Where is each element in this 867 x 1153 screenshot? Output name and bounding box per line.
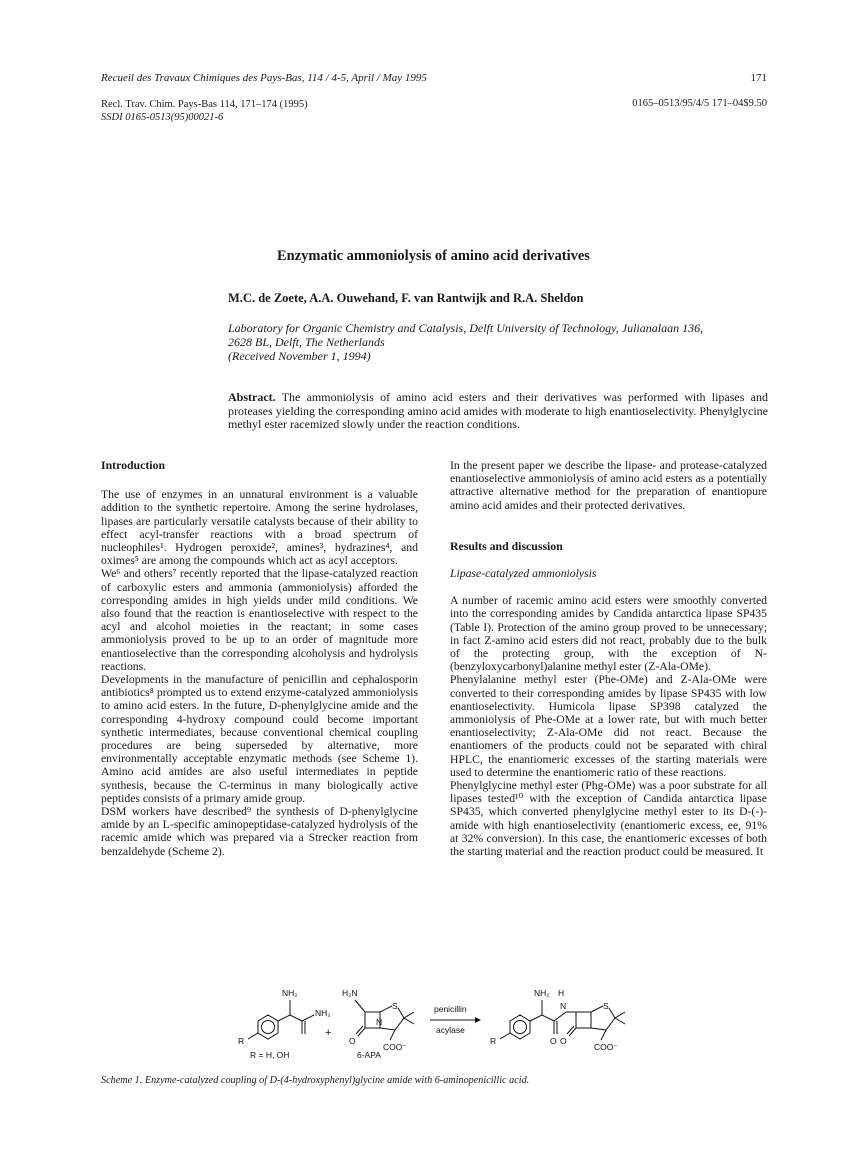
results-paragraph-1: A number of racemic amino acid esters were smoothly converted into the corresponding amides by Candida antarctica lipase SP435 (Table I). Protection of the amino group proved to be unnecessary; in fact Z-amino acid esters did not react, probably due to the bulk of the protecting group, with the exception of N-(benzyloxycarbonyl)alanine methyl ester (Z-Ala-OMe). <box>450 594 767 674</box>
left-column <box>101 459 418 858</box>
journal-title: Recueil des Travaux Chimiques des Pays-Bas, 114 / 4-5, April / May 1995 <box>101 72 427 84</box>
scheme-arrow-label-bottom: acylase <box>436 1025 465 1035</box>
right-column <box>450 459 767 858</box>
running-header <box>101 72 767 84</box>
intro-paragraph-3: Developments in the manufacture of penicillin and cephalosporin antibiotics⁸ prompted us to extend enzyme-catalyzed ammoniolysis to amino acid esters. In the future, D-phenylglycine amide and the corresponding 4-hydroxy compound could become important synthetic intermediates, because conventional chemical coupling procedures are being superseded by alternative, more environmentally acceptable enzymatic methods (see Scheme 1). Amino acid amides are also useful intermediates in peptide synthesis, because the C-terminus in many biologically active peptides consists of a primary amide group. <box>101 673 418 805</box>
affiliation-line-2: 2628 BL, Delft, The Netherlands <box>228 335 385 349</box>
6-apa-structure <box>355 1000 414 1040</box>
citation-block <box>101 98 308 124</box>
scheme-h-label-c: H <box>558 988 565 998</box>
scheme-o-label-a: O <box>349 1036 356 1046</box>
abstract-text: The ammoniolysis of amino acid esters and their derivatives was performed with lipases and proteases yielding the corresponding amino acid amides with moderate to high enantioselectivity. Phenylglycine methyl ester racemized slowly under the reaction conditions. <box>228 390 768 432</box>
scheme-nh2-label-c: NH₂ <box>534 988 550 998</box>
scheme-coo-label-c: COO⁻ <box>594 1042 618 1052</box>
subsection-heading-lipase: Lipase-catalyzed ammoniolysis <box>450 567 597 581</box>
scheme-h2n-label: H₂N <box>342 988 358 998</box>
scheme-coo-label-a: COO⁻ <box>383 1042 407 1052</box>
scheme-r-label-c: R <box>490 1036 497 1046</box>
affiliation <box>228 321 768 363</box>
author-list: M.C. de Zoete, A.A. Ouwehand, F. van Rantwijk and R.A. Sheldon <box>228 291 584 305</box>
phenylglycine-amide-structure <box>248 1000 314 1039</box>
section-heading-results: Results and discussion <box>450 538 563 553</box>
scheme-1-figure <box>220 978 670 1060</box>
scheme-arrow-label-top: penicillin <box>434 1004 467 1014</box>
scheme-n-label-c: N <box>560 1001 567 1011</box>
abstract-label: Abstract. <box>228 390 276 404</box>
scheme-6apa-label: 6-APA <box>357 1050 381 1060</box>
results-paragraph-3: Phenylglycine methyl ester (Phg-OMe) was a poor substrate for all lipases tested¹⁰ with the exception of Candida antarctica lipase SP435, which converted phenylglycine methyl ester to its D-(-)-amide with high enantioselectivity (enantiomeric excess, ee, 91% at 32% conversion). In this case, the enantiomeric excesses of both the starting material and the reaction product could be measured. It <box>450 779 767 859</box>
scheme-s-label-c: S <box>603 1001 609 1011</box>
scheme-r-label-a: R <box>238 1036 245 1046</box>
received-date: (Received November 1, 1994) <box>228 349 371 363</box>
page-number: 171 <box>750 72 767 84</box>
abstract <box>228 391 768 432</box>
ssdi: SSDI 0165-0513(95)00021-6 <box>101 112 224 123</box>
citation: Recl. Trav. Chim. Pays-Bas 114, 171–174 (1995) <box>101 99 308 110</box>
scheme-o-label-c2: O <box>560 1036 567 1046</box>
scheme-nh2-label-b: NH₂ <box>315 1008 331 1018</box>
affiliation-line-1: Laboratory for Organic Chemistry and Catalysis, Delft University of Technology, Julianalaan 136, <box>228 321 704 335</box>
scheme-r-definition: R = H, OH <box>250 1050 290 1060</box>
right-paragraph-1: In the present paper we describe the lipase- and protease-catalyzed enantioselective ammoniolysis of amino acid esters as a potentially attractive alternative method for the preparation of enantiopure amino acid amides and their protected derivatives. <box>450 459 767 512</box>
article-code: 0165–0513/95/4/5 171–04$9.50 <box>632 98 767 109</box>
scheme-n-label-a: N <box>376 1017 383 1027</box>
article-title: Enzymatic ammoniolysis of amino acid derivatives <box>277 248 590 264</box>
scheme-caption: Scheme 1. Enzyme-catalyzed coupling of D-(4-hydroxyphenyl)glycine amide with 6-aminopenicillic acid. <box>101 1075 530 1086</box>
reaction-arrowhead <box>475 1017 481 1023</box>
scheme-s-label-a: S <box>392 1001 398 1011</box>
intro-paragraph-4: DSM workers have described⁹ the synthesis of D-phenylglycine amide by an L-specific aminopeptidase-catalyzed hydrolysis of the racemic amide which was prepared via a Strecker reaction from benzaldehyde (Scheme 2). <box>101 805 418 858</box>
scheme-o-label-c1: O <box>550 1036 557 1046</box>
intro-paragraph-2: We⁶ and others⁷ recently reported that the lipase-catalyzed reaction of carboxylic esters and ammonia (ammoniolysis) afforded the corresponding amides in high yields under mild conditions. We also found that the reaction is enantioselective with respect to the acyl and alcohol moieties in the reactant; in some cases ammoniolysis proved to be up to an order of magnitude more enantioselective than the corresponding alcoholysis and hydrolysis reactions. <box>101 567 418 673</box>
section-heading-introduction: Introduction <box>101 458 166 472</box>
scheme-nh2-label-a: NH₂ <box>282 988 298 998</box>
scheme-plus-sign: + <box>325 1027 332 1039</box>
results-paragraph-2: Phenylalanine methyl ester (Phe-OMe) and Z-Ala-OMe were converted to their corresponding amides by lipase SP435 with low enantioselectivity. Humicola lipase SP398 catalyzed the ammoniolysis of Phe-OMe at a lower rate, but with much better enantioselectivity; Z-Ala-OMe did not react. Because the enantiomers of the products could not be separated with chiral HPLC, the enantiomeric excesses of the starting materials were used to determine the enantiomeric ratio of these reactions. <box>450 673 767 779</box>
intro-paragraph-1: The use of enzymes in an unnatural environment is a valuable addition to the synthetic repertoire. Among the serine hydrolases, lipases are particularly versatile catalysts because of their ability to effect acyl-transfer reactions with a broad spectrum of nucleophiles¹. Hydrogen peroxide², amines³, hydrazines⁴, and oximes⁵ are among the compounds which act as acyl acceptors. <box>101 488 418 568</box>
